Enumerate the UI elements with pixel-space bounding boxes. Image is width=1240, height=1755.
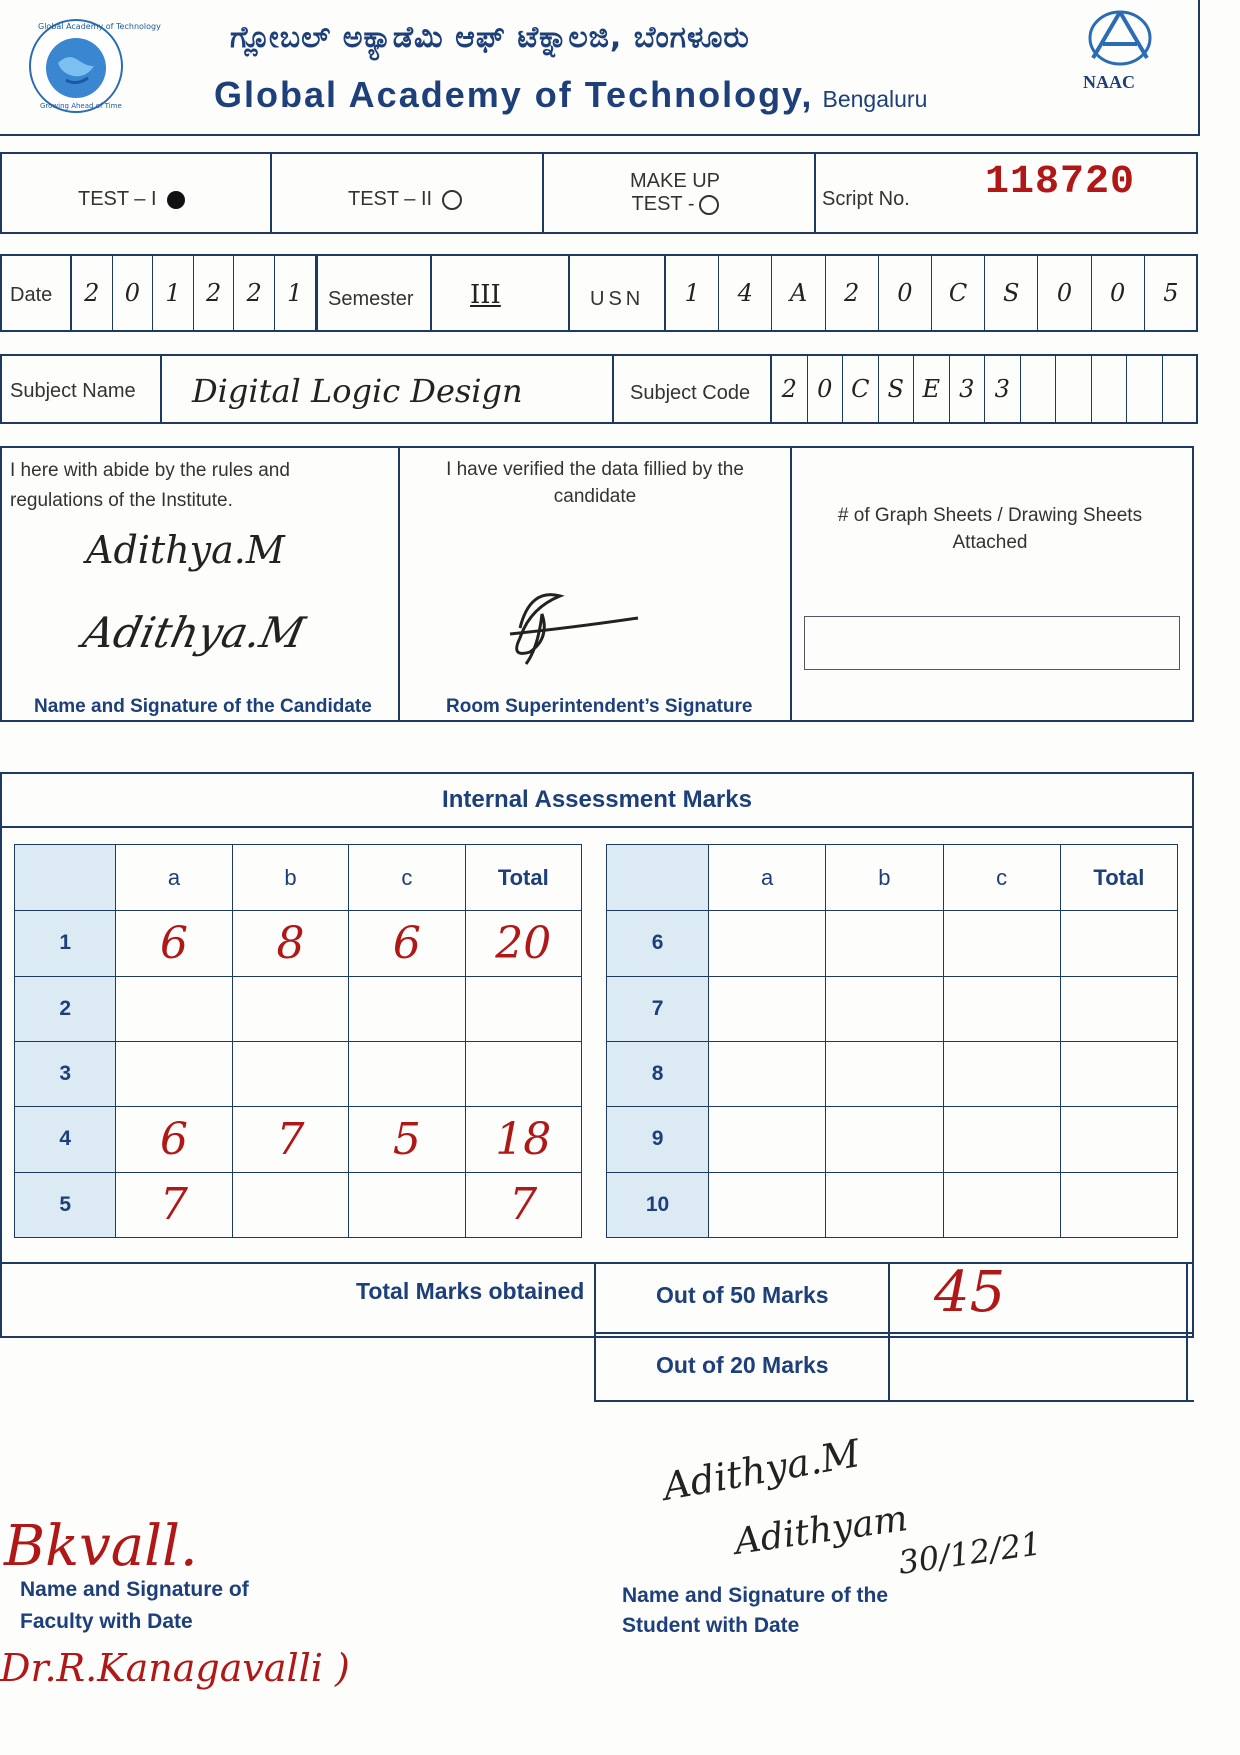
mark-cell-total[interactable]: 18	[465, 1107, 581, 1172]
naac-badge	[1075, 8, 1165, 104]
candidate-caption: Name and Signature of the Candidate	[34, 696, 372, 717]
naac-label: NAAC	[1083, 72, 1135, 92]
marks-col-header: Total	[1060, 845, 1177, 911]
code-digit-cell[interactable]: S	[879, 356, 915, 422]
marks-col-header: a	[116, 845, 232, 911]
usn-digit-cell[interactable]: 0	[1092, 256, 1145, 330]
semester-label: Semester	[328, 288, 414, 310]
code-digit-cell[interactable]: 3	[985, 356, 1021, 422]
marks-col-header: c	[349, 845, 465, 911]
code-digit-cell[interactable]	[1021, 356, 1057, 422]
mark-cell-a[interactable]: 7	[116, 1172, 232, 1237]
mark-cell-c[interactable]	[349, 1172, 465, 1237]
code-digit-cell[interactable]: 2	[772, 356, 808, 422]
mark-cell-total[interactable]	[1060, 911, 1177, 976]
marks-col-header: c	[943, 845, 1060, 911]
usn-digit-cell[interactable]: 4	[719, 256, 772, 330]
usn-digit-cell[interactable]: S	[985, 256, 1038, 330]
marks-title: Internal Assessment Marks	[442, 786, 752, 813]
marks-row	[607, 1041, 1178, 1106]
candidate-declaration: I here with abide by the rules and regulations of the Institute.	[10, 460, 290, 511]
test2-label: TEST – II	[348, 188, 433, 210]
mark-cell-c[interactable]: 5	[349, 1107, 465, 1172]
candidate-signature: Adithya.M	[78, 608, 309, 657]
mark-cell-c[interactable]	[943, 1172, 1060, 1237]
kannada-title: ಗ್ಲೋಬಲ್ ಅಕ್ಯಾಡೆಮಿ ಆಫ್ ಟೆಕ್ನಾಲಜಿ, ಬೆಂಗಳೂರು	[230, 20, 750, 55]
marks-row	[15, 1041, 582, 1106]
question-number: 4	[15, 1107, 116, 1172]
date-digit-cell[interactable]: 2	[72, 256, 113, 330]
usn-digit-cell[interactable]: 5	[1145, 256, 1198, 330]
makeup-label-1: MAKE UP	[630, 170, 721, 192]
question-number: 9	[607, 1107, 709, 1172]
marks-row	[15, 976, 582, 1041]
semester-value: III	[470, 280, 501, 310]
question-number: 2	[15, 976, 116, 1041]
logo-motto: Growing Ahead of Time	[40, 102, 122, 110]
usn-label: USN	[590, 288, 645, 310]
mark-cell-b[interactable]: 8	[232, 911, 348, 976]
mark-cell-b[interactable]	[826, 1041, 943, 1106]
mark-cell-a[interactable]	[709, 1107, 826, 1172]
marks-col-header: b	[232, 845, 348, 911]
usn-digit-cell[interactable]: 0	[1038, 256, 1091, 330]
verify-text: I have verified the data fillied by the candidate	[446, 459, 744, 507]
code-digit-cell[interactable]	[1127, 356, 1163, 422]
student-date: 30/12/21	[896, 1524, 1044, 1582]
code-digit-cell[interactable]	[1092, 356, 1128, 422]
usn-digit-cell[interactable]: 2	[826, 256, 879, 330]
mark-cell-c[interactable]	[349, 1041, 465, 1106]
question-number: 1	[15, 911, 116, 976]
usn-digit-cell[interactable]: A	[772, 256, 825, 330]
makeup-radio[interactable]	[699, 195, 719, 215]
superintendent-caption: Room Superintendent’s Signature	[446, 696, 753, 717]
marks-col-header: b	[826, 845, 943, 911]
script-number: 118720	[985, 160, 1136, 205]
marks-corner-cell	[607, 845, 709, 911]
date-label: Date	[10, 284, 53, 306]
usn-digit-cell[interactable]: 0	[879, 256, 932, 330]
marks-row	[607, 911, 1178, 976]
subject-name-value: Digital Logic Design	[192, 372, 523, 410]
mark-cell-c[interactable]	[349, 976, 465, 1041]
graph-sheets-input[interactable]	[804, 616, 1180, 670]
usn-digit-cell[interactable]: C	[932, 256, 985, 330]
code-digit-cell[interactable]: 3	[950, 356, 986, 422]
mark-cell-a[interactable]	[116, 976, 232, 1041]
marks-header-row	[15, 845, 582, 911]
mark-cell-b[interactable]	[232, 1172, 348, 1237]
question-number: 7	[607, 976, 709, 1041]
marks-col-header: Total	[465, 845, 581, 911]
student-name: Adithya.M	[659, 1431, 864, 1509]
student-caption-2: Student with Date	[622, 1614, 800, 1637]
marks-row	[607, 1107, 1178, 1172]
graph-sheets-label: # of Graph Sheets / Drawing Sheets Attached	[837, 505, 1143, 553]
mark-cell-a[interactable]	[709, 976, 826, 1041]
script-label: Script No.	[822, 188, 910, 210]
question-number: 5	[15, 1172, 116, 1237]
mark-cell-c[interactable]	[943, 1041, 1060, 1106]
marks-header-row	[607, 845, 1178, 911]
date-digit-cell[interactable]: 1	[153, 256, 194, 330]
out50-label: Out of 50 Marks	[656, 1282, 829, 1308]
mark-cell-total[interactable]: 20	[465, 911, 581, 976]
date-digit-cell[interactable]: 2	[234, 256, 275, 330]
marks-row	[15, 1107, 582, 1172]
marks-row	[15, 911, 582, 976]
date-digit-cell[interactable]: 0	[113, 256, 154, 330]
subject-name-label: Subject Name	[10, 380, 136, 402]
date-digit-cell[interactable]: 2	[194, 256, 235, 330]
student-signature: Adithyam	[731, 1498, 911, 1563]
mark-cell-total[interactable]	[465, 1041, 581, 1106]
candidate-name: Adithya.M	[86, 528, 285, 572]
superintendent-signature	[490, 578, 670, 672]
student-caption-1: Name and Signature of the	[622, 1584, 889, 1607]
mark-cell-b[interactable]	[826, 1107, 943, 1172]
code-digit-cell[interactable]	[1163, 356, 1199, 422]
mark-cell-total[interactable]	[1060, 1041, 1177, 1106]
mark-cell-b[interactable]	[826, 1172, 943, 1237]
marks-row	[607, 1172, 1178, 1237]
code-digit-cell[interactable]: 0	[808, 356, 844, 422]
out20-label: Out of 20 Marks	[656, 1352, 829, 1378]
mark-cell-c[interactable]	[943, 1107, 1060, 1172]
test2-radio[interactable]	[442, 190, 462, 210]
mark-cell-c[interactable]	[943, 911, 1060, 976]
test1-label: TEST – I	[78, 188, 157, 210]
faculty-caption-2: Faculty with Date	[20, 1610, 193, 1633]
marks-row	[15, 1172, 582, 1237]
total-marks-label: Total Marks obtained	[356, 1278, 585, 1304]
code-digit-cell[interactable]: C	[843, 356, 879, 422]
mark-cell-a[interactable]: 6	[116, 1107, 232, 1172]
mark-cell-total[interactable]	[1060, 976, 1177, 1041]
institute-city: Bengaluru	[822, 86, 928, 112]
mark-cell-b[interactable]: 7	[232, 1107, 348, 1172]
test2-option[interactable]	[348, 188, 462, 211]
test1-option[interactable]	[78, 188, 185, 211]
faculty-signature: Bkvall.	[4, 1514, 198, 1579]
mark-cell-total[interactable]	[465, 976, 581, 1041]
question-number: 10	[607, 1172, 709, 1237]
question-number: 8	[607, 1041, 709, 1106]
logo-text: Global Academy of Technology	[38, 22, 161, 31]
mark-cell-total[interactable]	[1060, 1172, 1177, 1237]
usn-digit-cell[interactable]: 1	[666, 256, 719, 330]
mark-cell-b[interactable]	[826, 976, 943, 1041]
out50-value: 45	[934, 1260, 1006, 1325]
institute-logo	[28, 18, 161, 114]
marks-corner-cell	[15, 845, 116, 911]
mark-cell-c[interactable]: 6	[349, 911, 465, 976]
faculty-caption-1: Name and Signature of	[20, 1578, 249, 1601]
code-digit-cell[interactable]	[1056, 356, 1092, 422]
code-digit-cell[interactable]: E	[914, 356, 950, 422]
marks-row	[607, 976, 1178, 1041]
mark-cell-b[interactable]	[232, 976, 348, 1041]
date-digit-cell[interactable]: 1	[275, 256, 316, 330]
mark-cell-c[interactable]	[943, 976, 1060, 1041]
mark-cell-total[interactable]	[1060, 1107, 1177, 1172]
marks-table-left	[14, 844, 582, 1238]
marks-col-header: a	[709, 845, 826, 911]
mark-cell-b[interactable]	[232, 1041, 348, 1106]
makeup-label-2: TEST -	[631, 193, 695, 215]
subject-code-label: Subject Code	[630, 382, 751, 404]
faculty-name: Dr.R.Kanagavalli )	[0, 1646, 350, 1690]
mark-cell-a[interactable]: 6	[116, 911, 232, 976]
test1-radio-filled[interactable]	[167, 191, 185, 209]
mark-cell-a[interactable]	[116, 1041, 232, 1106]
mark-cell-a[interactable]	[709, 911, 826, 976]
mark-cell-b[interactable]	[826, 911, 943, 976]
page-title	[214, 74, 927, 116]
question-number: 6	[607, 911, 709, 976]
makeup-option[interactable]	[630, 170, 720, 216]
institute-name: Global Academy of Technology,	[214, 74, 814, 115]
mark-cell-a[interactable]	[709, 1172, 826, 1237]
marks-table-right	[606, 844, 1178, 1238]
question-number: 3	[15, 1041, 116, 1106]
mark-cell-a[interactable]	[709, 1041, 826, 1106]
mark-cell-total[interactable]: 7	[465, 1172, 581, 1237]
